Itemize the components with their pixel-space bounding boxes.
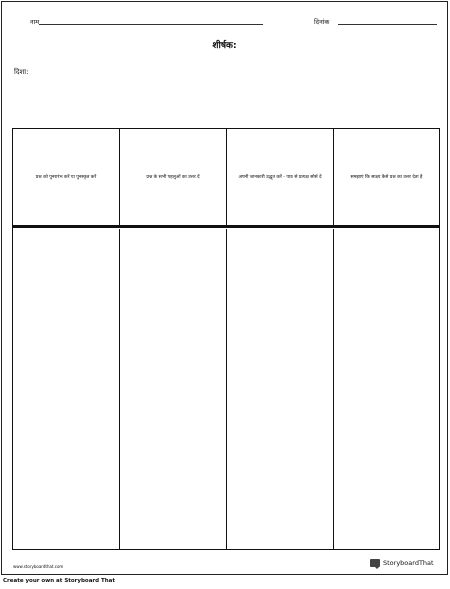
column-header-3 (227, 129, 334, 227)
create-your-own-link[interactable]: Create your own at Storyboard That (3, 578, 115, 584)
name-line[interactable] (39, 24, 263, 25)
column-header-text: समझाएं कि साक्ष्य कैसे प्रश्न का उत्तर देता है (350, 175, 423, 181)
footer-url: www.storyboardthat.com (13, 564, 64, 569)
date-label: दिनांक (314, 18, 330, 26)
worksheet-page (1, 1, 448, 575)
answer-cell-4[interactable] (334, 229, 439, 549)
column-header-text: प्रश्न को पुनरारंभ करें या पुनस्कृत करें (35, 175, 97, 181)
column-header-text: प्रश्न के सभी पहलुओं का उत्तर दें (146, 175, 200, 181)
column-header-text: अपनी जानकारी उद्धृत करें - पाठ से प्रत्यक्ष सोर्स दें (238, 175, 322, 181)
page-title: शीर्षक: (212, 41, 237, 51)
storyboardthat-logo (370, 559, 434, 567)
response-table (12, 128, 440, 550)
directions-label: दिशा: (14, 68, 29, 76)
answer-cell-2[interactable] (120, 229, 227, 549)
header-divider (13, 225, 439, 228)
logo-text: StoryboardThat (383, 559, 434, 567)
answer-cell-3[interactable] (227, 229, 334, 549)
column-header-1 (13, 129, 120, 227)
date-line[interactable] (338, 24, 437, 25)
name-label: नाम (30, 18, 40, 26)
speech-bubble-icon (370, 559, 380, 567)
answer-cell-1[interactable] (13, 229, 120, 549)
column-header-2 (120, 129, 227, 227)
column-header-4 (334, 129, 439, 227)
